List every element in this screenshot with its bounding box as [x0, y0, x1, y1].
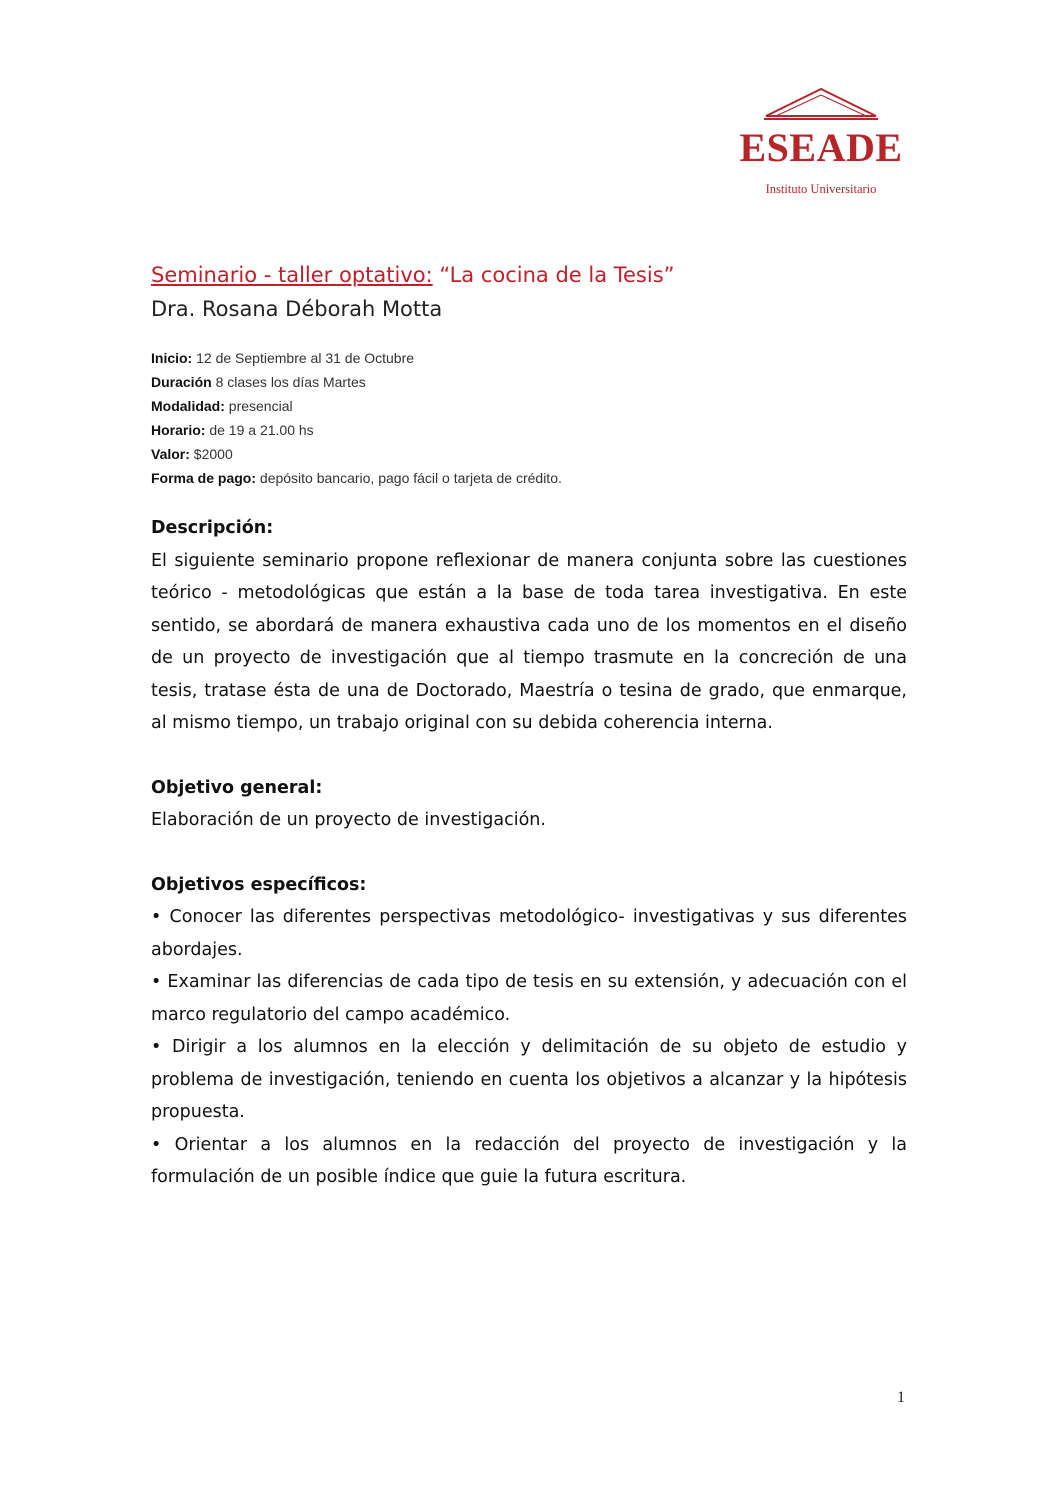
- info-row-horario: [151, 418, 907, 442]
- info-label: Inicio:: [151, 350, 193, 366]
- info-value: de 19 a 21.00 hs: [205, 422, 314, 438]
- eseade-logo: [726, 86, 916, 198]
- info-label: Horario:: [151, 422, 206, 438]
- section-heading: Objetivos específicos:: [151, 874, 367, 895]
- info-row-valor: [151, 442, 907, 466]
- list-item: • Dirigir a los alumnos en la elección y delimitación de su objeto de estudio y problema de investigación, teniendo en cuenta los objetivos a alcanzar y la hipótesis propuesta.: [151, 1037, 907, 1122]
- section-heading: Descripción:: [151, 518, 274, 538]
- roof-icon: [762, 86, 880, 122]
- title-underlined: Seminario - taller optativo:: [151, 263, 433, 287]
- list-item: • Examinar las diferencias de cada tipo de tesis en su extensión, y adecuación con el marco regulatorio del campo académico.: [151, 972, 907, 1025]
- logo-subtitle: Instituto Universitario: [765, 182, 877, 196]
- section-text: Elaboración de un proyecto de investigación.: [151, 810, 546, 830]
- info-label: Valor:: [151, 446, 190, 462]
- author: Dra. Rosana Déborah Motta: [151, 297, 443, 321]
- section-descripcion: [151, 512, 907, 1194]
- info-row-forma-de-pago: [151, 466, 907, 490]
- info-value: presencial: [224, 398, 293, 414]
- info-value: 8 clases los días Martes: [211, 374, 366, 390]
- info-label: Forma de pago:: [151, 470, 257, 486]
- info-value: depósito bancario, pago fácil o tarjeta de crédito.: [256, 470, 562, 486]
- page-title: [151, 258, 907, 292]
- logo-name: ESEADE: [739, 125, 903, 170]
- document-body: [151, 258, 907, 1194]
- info-label: Modalidad:: [151, 398, 225, 414]
- list-item: • Conocer las diferentes perspectivas metodológico- investigativas y sus diferentes abordajes.: [151, 907, 907, 960]
- info-row-inicio: [151, 346, 907, 370]
- section-text: El siguiente seminario propone reflexionar de manera conjunta sobre las cuestiones teórico - metodológicas que están a la base de toda tarea investigativa. En este sentido, se abordará de manera exhaustiva cada uno de los momentos en el diseño de un proyecto de investigación que al tiempo trasmute en la concreción de una tesis, tratase ésta de una de Doctorado, Maestría o tesina de grado, que enmarque, al mismo tiempo, un trabajo original con su debida coherencia interna.: [151, 550, 907, 733]
- info-row-modalidad: [151, 394, 907, 418]
- page-number: 1: [897, 1389, 905, 1406]
- info-value: 12 de Septiembre al 31 de Octubre: [192, 350, 415, 366]
- list-item: • Orientar a los alumnos en la redacción del proyecto de investigación y la formulación de un posible índice que guie la futura escritura.: [151, 1134, 907, 1187]
- info-row-duracion: [151, 370, 907, 394]
- info-block: [151, 346, 907, 490]
- section-heading: Objetivo general:: [151, 777, 323, 798]
- info-label: Duración: [151, 374, 212, 390]
- title-rest: “La cocina de la Tesis”: [432, 263, 675, 287]
- info-value: $2000: [189, 446, 233, 462]
